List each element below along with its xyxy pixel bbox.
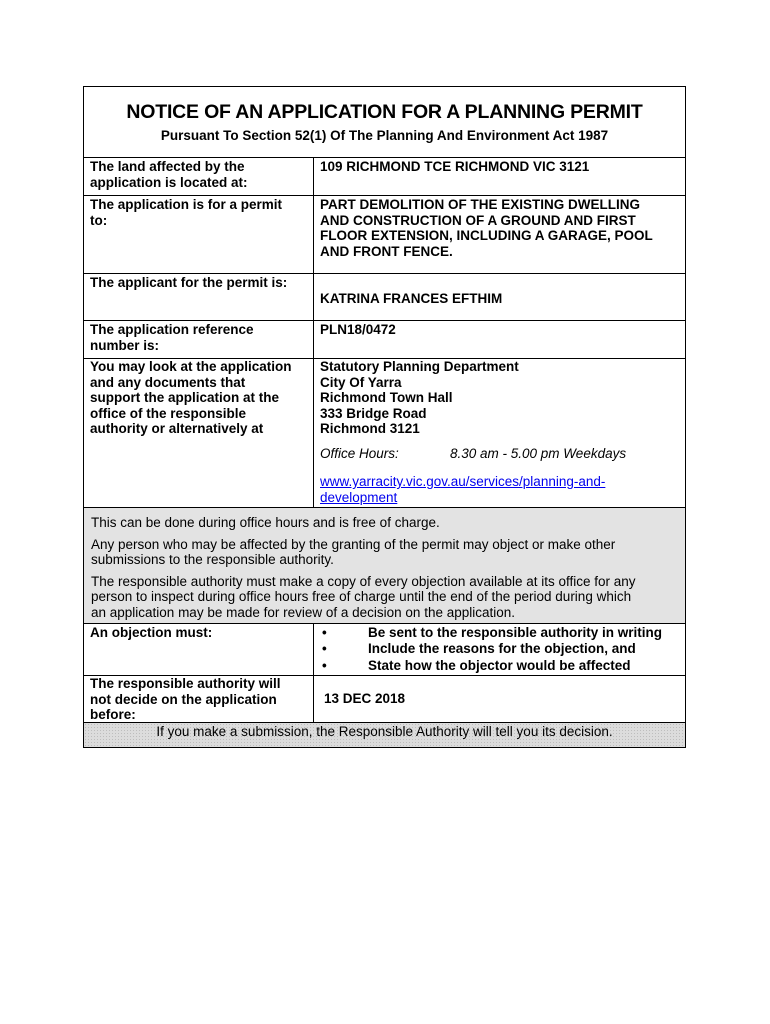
- inspect-location: [314, 359, 685, 507]
- reference-label-line: number is:: [90, 337, 160, 353]
- purpose-line: AND FRONT FENCE.: [320, 243, 453, 259]
- inspect-label-line: You may look at the application: [90, 359, 292, 374]
- objection-requirements: [314, 624, 685, 675]
- list-item-text: State how the objector would be affected: [368, 657, 631, 673]
- bullet-icon: •: [322, 624, 327, 640]
- info-paragraph: [91, 537, 679, 568]
- applicant-name: KATRINA FRANCES EFTHIM: [320, 291, 503, 306]
- info-text: person to inspect during office hours free of charge until the end of the period during which: [91, 589, 632, 604]
- land-address: [314, 158, 685, 195]
- info-paragraph: [91, 574, 679, 621]
- planning-notice: [83, 86, 686, 748]
- list-item-text: Include the reasons for the objection, and: [368, 641, 636, 656]
- notice-header: [84, 87, 685, 158]
- website-link-line[interactable]: development: [320, 489, 398, 505]
- list-item: [320, 657, 679, 674]
- applicant-label: The applicant for the permit is:: [84, 274, 314, 320]
- address-line: Richmond Town Hall: [320, 390, 453, 405]
- inspect-label-line: and any documents that: [90, 374, 246, 390]
- list-item-text: Be sent to the responsible authority in writing: [368, 624, 663, 640]
- address-line: Richmond 3121: [320, 421, 420, 436]
- bullet-icon: •: [322, 657, 327, 673]
- objection-row: [84, 624, 685, 676]
- website-link[interactable]: [320, 474, 679, 505]
- land-label-line: The land affected by the: [90, 159, 245, 174]
- inspect-row: [84, 359, 685, 508]
- reference-row: [84, 321, 685, 359]
- info-text: submissions to the responsible authority.: [91, 552, 334, 567]
- list-item: [320, 641, 679, 658]
- land-label-line: application is located at:: [90, 174, 248, 190]
- address-line: City Of Yarra: [320, 374, 402, 390]
- info-text: an application may be made for review of a decision on the application.: [91, 604, 516, 620]
- purpose-label-line: to:: [90, 212, 108, 228]
- office-hours-label: Office Hours:: [320, 445, 399, 461]
- reference-label: [84, 321, 314, 358]
- reference-number: PLN18/0472: [320, 322, 396, 337]
- inspect-label-line: support the application at the: [90, 390, 280, 405]
- notice-footer: If you make a submission, the Responsible Authority will tell you its decision.: [84, 723, 685, 747]
- land-row: [84, 158, 685, 196]
- info-text: The responsible authority must make a copy of every objection available at its office for any: [91, 573, 636, 589]
- purpose-label-line: The application is for a permit: [90, 197, 283, 212]
- purpose-row: [84, 196, 685, 274]
- inspect-label-line: authority or alternatively at: [90, 421, 264, 436]
- deadline-label-line: not decide on the application: [90, 691, 277, 707]
- purpose-line: PART DEMOLITION OF THE EXISTING DWELLING: [320, 197, 640, 212]
- deadline-date: 13 DEC 2018: [324, 691, 406, 706]
- purpose-line: AND CONSTRUCTION OF A GROUND AND FIRST: [320, 212, 636, 228]
- address-line: 333 Bridge Road: [320, 405, 427, 421]
- deadline-label: [84, 676, 314, 722]
- inspect-label: [84, 359, 314, 507]
- info-text: Any person who may be affected by the granting of the permit may object or make other: [91, 536, 616, 552]
- applicant-row: [84, 274, 685, 321]
- notice-title: NOTICE OF AN APPLICATION FOR A PLANNING PERMIT: [126, 101, 643, 123]
- land-address-value: 109 RICHMOND TCE RICHMOND VIC 3121: [320, 159, 590, 174]
- office-hours: [320, 446, 679, 462]
- objection-list: [320, 624, 679, 674]
- purpose-label: [84, 196, 314, 273]
- inspect-label-line: office of the responsible: [90, 405, 247, 421]
- office-hours-value: 8.30 am - 5.00 pm Weekdays: [450, 445, 627, 461]
- deadline-row: [84, 676, 685, 723]
- website-link-line[interactable]: www.yarracity.vic.gov.au/services/planning-and-: [320, 474, 606, 489]
- info-text: This can be done during office hours and is free of charge.: [91, 515, 440, 530]
- info-paragraph: [91, 515, 679, 531]
- address-line: Statutory Planning Department: [320, 359, 519, 374]
- land-label: [84, 158, 314, 195]
- deadline-label-line: before:: [90, 707, 136, 722]
- reference-label-line: The application reference: [90, 322, 254, 337]
- deadline-label-line: The responsible authority will: [90, 676, 281, 691]
- bullet-icon: •: [322, 641, 327, 656]
- purpose-description: [314, 196, 685, 273]
- objection-label: An objection must:: [84, 624, 314, 675]
- info-block: [84, 508, 685, 624]
- notice-subtitle: Pursuant To Section 52(1) Of The Planning And Environment Act 1987: [160, 128, 609, 143]
- purpose-line: FLOOR EXTENSION, INCLUDING A GARAGE, POOL: [320, 228, 653, 243]
- list-item: [320, 624, 679, 641]
